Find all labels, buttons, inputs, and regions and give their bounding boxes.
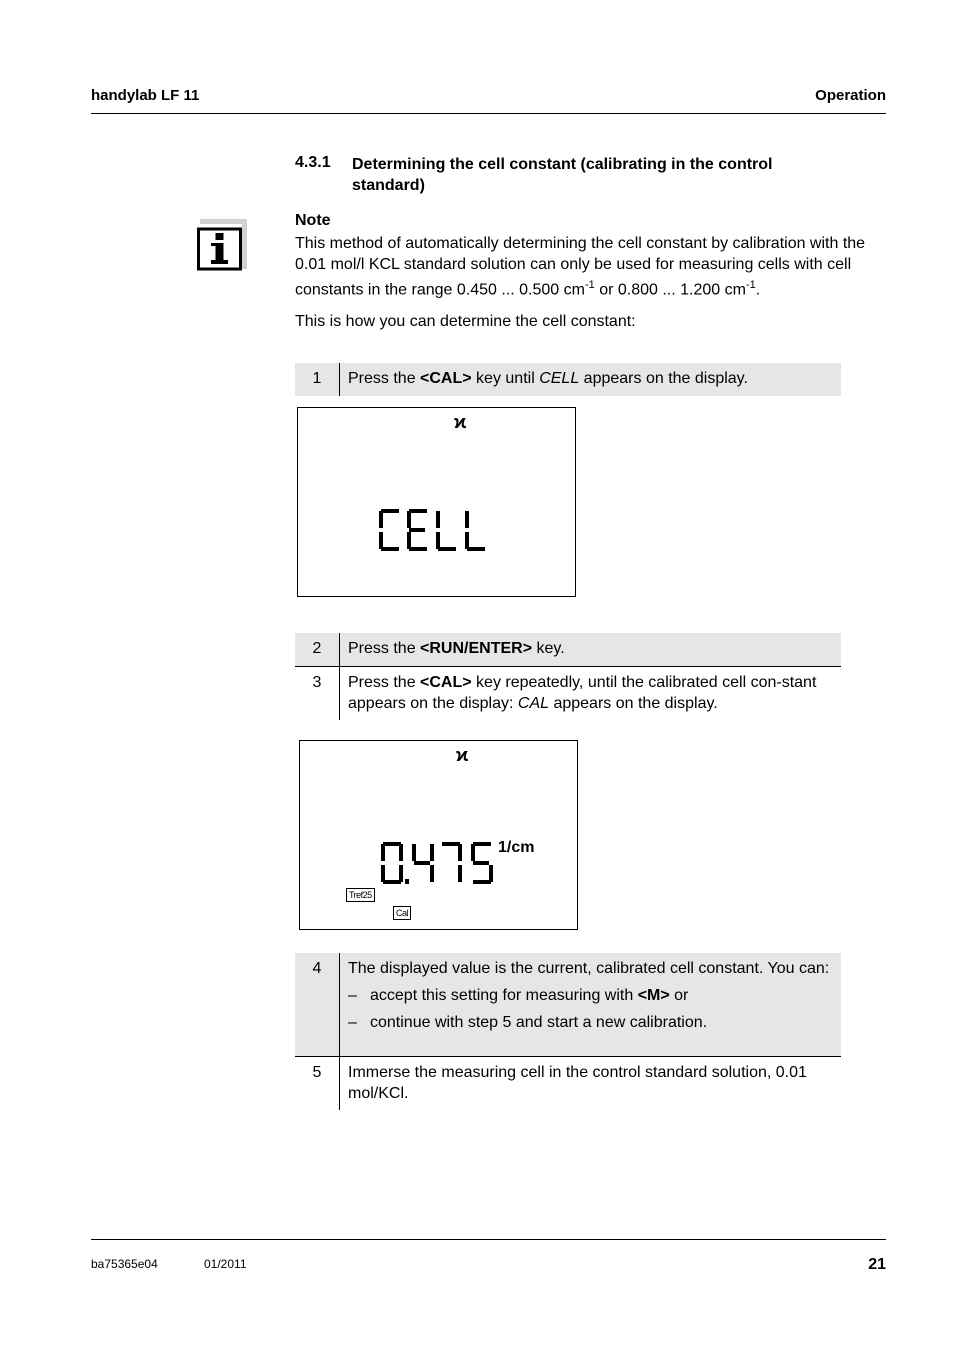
lcd-segment-text (378, 508, 493, 552)
step-text: Press the <CAL> key repeatedly, until the calibrated cell con-stant appears on the display: CAL appears on the display. (348, 674, 817, 712)
step-text: Press the <CAL> key until CELL appears on the display. (348, 370, 748, 387)
info-icon (197, 219, 247, 271)
lcd-segment-value (380, 841, 495, 885)
step-text: Press the <RUN/ENTER> key. (348, 640, 565, 657)
conductivity-symbol-icon: ϰ (456, 745, 469, 765)
list-item: – continue with step 5 and start a new calibration. (348, 1014, 708, 1031)
step-number: 4 (312, 960, 322, 977)
conductivity-symbol-icon: ϰ (454, 412, 467, 432)
header-rule (91, 113, 886, 114)
step-row (295, 1057, 841, 1110)
section-title: Determining the cell constant (calibrating in the control standard) (352, 156, 773, 194)
footer-rule (91, 1239, 886, 1240)
step-number: 2 (312, 640, 322, 657)
cal-indicator: Cal (393, 906, 411, 920)
step-row (295, 633, 841, 667)
footer-doc-number: ba75365e04 (91, 1257, 158, 1271)
note-text: This method of automatically determining the cell constant by calibration with the 0.01 mol/l KCL standard solution can only be used for measuring cells with cell constants in the range 0.450 ... 0.500 $cm^{-1}$ or 0.800 ... 1.200 $cm^{-1}$. (295, 235, 866, 299)
step-number: 1 (312, 370, 322, 387)
step-text: The displayed value is the current, calibrated cell constant. You can: – accept this setting for measuring with <M> or – continue with step 5 and start a new calibration. (348, 960, 830, 1031)
tref-indicator: Tref25 (346, 888, 375, 902)
footer-date: 01/2011 (204, 1257, 247, 1271)
page-number: 21 (868, 1256, 886, 1273)
header-chapter: Operation (815, 87, 886, 104)
step-number: 3 (312, 674, 322, 691)
section-number: 4.3.1 (295, 154, 331, 171)
step-row (295, 667, 841, 720)
header-doc-title: handylab LF 11 (91, 87, 200, 104)
step-row (295, 953, 841, 1057)
intro-text: This is how you can determine the cell constant: (295, 313, 636, 330)
list-item: – accept this setting for measuring with <M> or (348, 987, 689, 1004)
note-heading: Note (295, 212, 331, 229)
step-text: Immerse the measuring cell in the control standard solution, 0.01 mol/KCl. (348, 1064, 807, 1102)
lcd-display-value (299, 740, 578, 930)
step-row (295, 363, 841, 396)
lcd-display-cell (297, 407, 576, 597)
unit-label: 1/cm (498, 839, 535, 856)
step-number: 5 (312, 1064, 322, 1081)
